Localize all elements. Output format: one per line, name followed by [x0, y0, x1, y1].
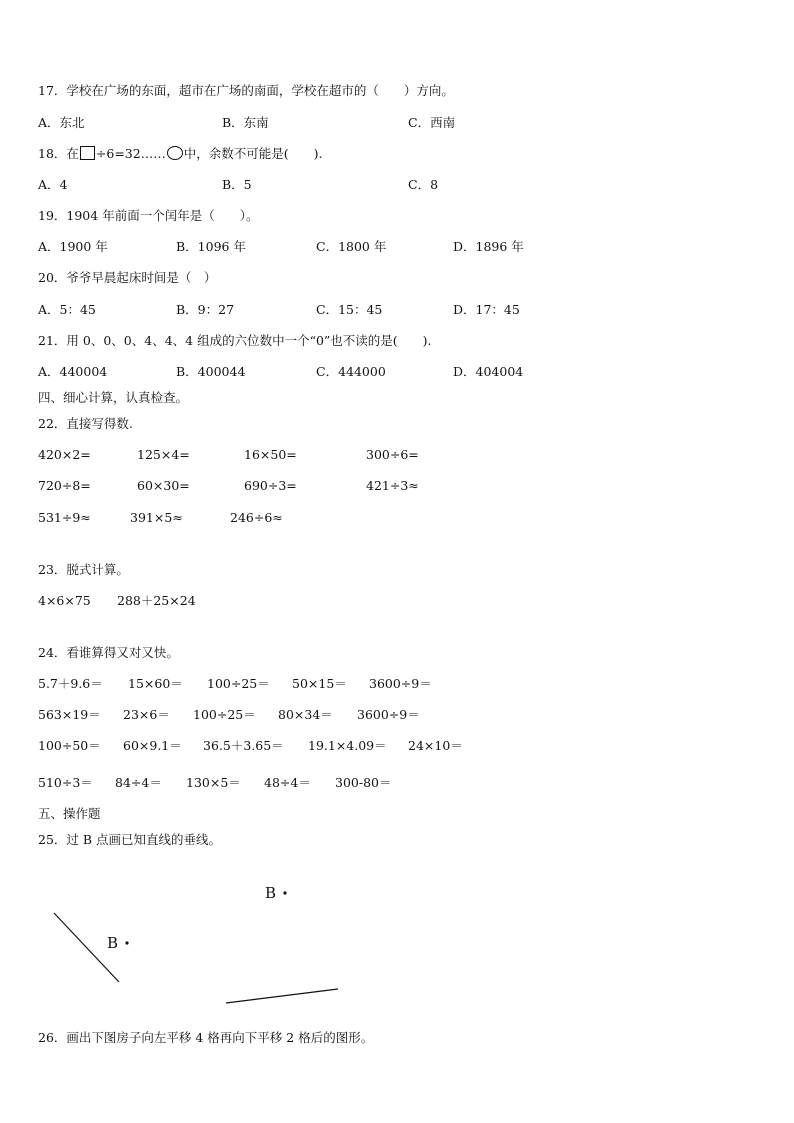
question-21-option-a: A．440004 [38, 364, 108, 379]
question-24-stem: 24．看谁算得又对又快。 [38, 645, 179, 660]
q24-item: 80×34＝ [278, 707, 333, 722]
q24-item: 23×6＝ [123, 707, 170, 722]
q23-item: 4×6×75 [38, 593, 91, 608]
question-19-stem: 19．1904 年前面一个闰年是（ ）。 [38, 208, 259, 223]
question-21-stem: 21．用 0、0、0、4、4、4 组成的六位数中一个“0”也不读的是( ). [38, 333, 432, 348]
question-21-option-c: C．444000 [316, 364, 386, 379]
point-b-dot-2 [125, 941, 128, 944]
point-b-label-2: B [107, 934, 119, 952]
q24-item: 24×10＝ [408, 738, 463, 753]
question-17-option-a: A．东北 [38, 115, 85, 130]
q24-item: 100÷50＝ [38, 738, 101, 753]
question-19-option-d: D．1896 年 [453, 239, 524, 254]
q22-item: 300÷6= [366, 447, 419, 462]
q24-item: 15×60＝ [128, 676, 183, 691]
q24-item: 60×9.1＝ [123, 738, 182, 753]
point-b-dot-1 [283, 891, 286, 894]
q24-item: 3600÷9＝ [357, 707, 420, 722]
question-18-stem-middle: ÷6=32…… [95, 146, 166, 161]
q23-item: 288＋25×24 [117, 593, 196, 608]
question-20-option-b: B．9：27 [176, 302, 235, 317]
question-20-option-d: D．17：45 [453, 302, 520, 317]
q22-item: 125×4= [137, 447, 190, 462]
question-20-stem: 20．爷爷早晨起床时间是（ ） [38, 270, 217, 285]
question-20-option-a: A．5：45 [38, 302, 96, 317]
q24-item: 3600÷9＝ [369, 676, 432, 691]
question-19-option-b: B．1096 年 [176, 239, 246, 254]
q24-item: 563×19＝ [38, 707, 101, 722]
q24-item: 100÷25＝ [193, 707, 256, 722]
question-23-stem: 23．脱式计算。 [38, 562, 129, 577]
question-17-stem: 17．学校在广场的东面，超市在广场的南面，学校在超市的（ ）方向。 [38, 83, 454, 98]
q24-item: 300-80＝ [335, 775, 392, 790]
question-25-stem: 25．过 B 点画已知直线的垂线。 [38, 832, 222, 847]
question-18-option-b: B．5 [222, 177, 252, 192]
q22-item: 16×50= [244, 447, 297, 462]
q24-item: 19.1×4.09＝ [308, 738, 387, 753]
q24-item: 510÷3＝ [38, 775, 93, 790]
question-21-option-d: D．404004 [453, 364, 524, 379]
question-18-option-a: A．4 [38, 177, 68, 192]
q24-item: 48÷4＝ [264, 775, 311, 790]
question-26-stem: 26．画出下图房子向左平移 4 格再向下平移 2 格后的图形。 [38, 1030, 374, 1045]
q22-item: 60×30= [137, 478, 190, 493]
q22-item: 246÷6≈ [230, 510, 283, 525]
q22-item: 690÷3= [244, 478, 297, 493]
question-22-stem: 22．直接写得数. [38, 416, 133, 431]
q22-item: 531÷9≈ [38, 510, 91, 525]
question-18-option-c: C．8 [408, 177, 439, 192]
q24-item: 36.5＋3.65＝ [203, 738, 284, 753]
question-21-option-b: B．400044 [176, 364, 246, 379]
q24-item: 100÷25＝ [207, 676, 270, 691]
question-19-option-a: A．1900 年 [38, 239, 108, 254]
q22-item: 720÷8= [38, 478, 91, 493]
q22-item: 420×2= [38, 447, 91, 462]
section-5-heading: 五、操作题 [38, 806, 101, 821]
q24-item: 84÷4＝ [115, 775, 162, 790]
q24-item: 130×5＝ [186, 775, 241, 790]
question-20-option-c: C．15：45 [316, 302, 383, 317]
q24-item: 5.7＋9.6＝ [38, 676, 103, 691]
given-line-2 [226, 989, 338, 1003]
question-18-stem-before: 18．在 [38, 146, 79, 161]
question-17-option-b: B．东南 [222, 115, 269, 130]
question-18-stem-after: 中，余数不可能是( ). [183, 146, 323, 161]
question-17-option-c: C．西南 [408, 115, 456, 130]
q24-item: 50×15＝ [292, 676, 347, 691]
question-19-option-c: C．1800 年 [316, 239, 387, 254]
point-b-label-1: B [265, 884, 277, 902]
q22-item: 421÷3≈ [366, 478, 419, 493]
q22-item: 391×5≈ [130, 510, 183, 525]
section-4-heading: 四、细心计算，认真检查。 [38, 390, 189, 405]
